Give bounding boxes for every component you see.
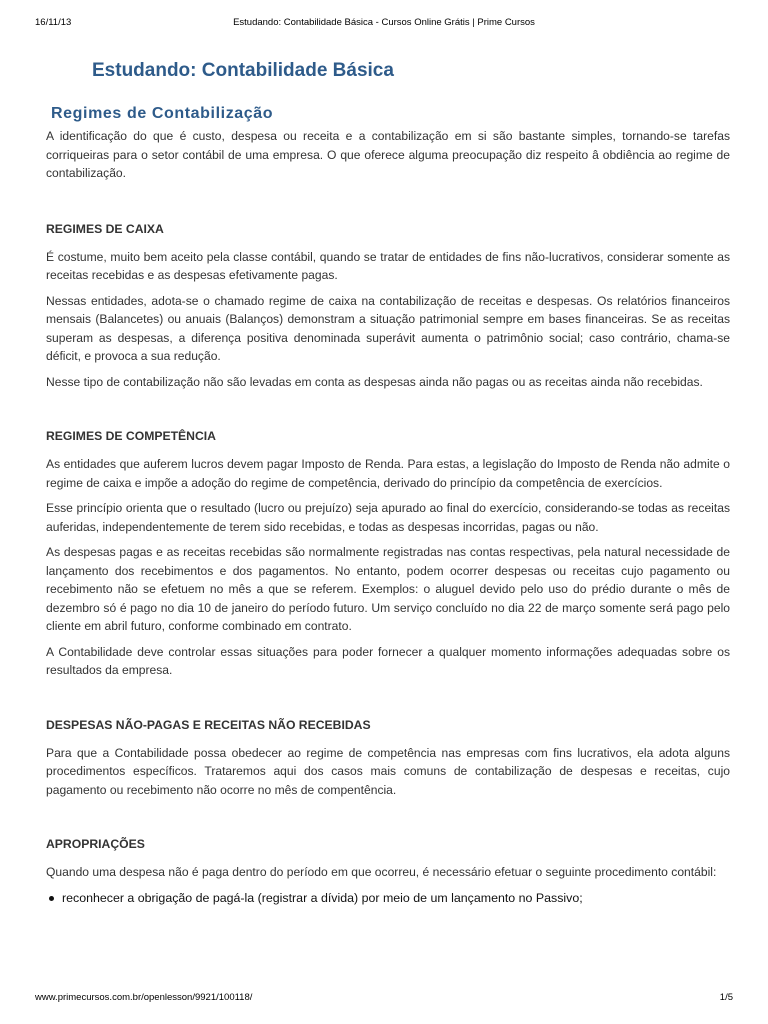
print-date: 16/11/13 <box>35 17 72 28</box>
list-item: reconhecer a obrigação de pagá-la (registrar a dívida) por meio de um lançamento no Passivo; <box>46 889 730 907</box>
print-header <box>35 17 733 31</box>
heading-regimes-de-competencia: REGIMES DE COMPETÊNCIA <box>46 429 216 443</box>
print-footer <box>35 992 733 1006</box>
heading-apropriacoes: APROPRIAÇÕES <box>46 837 145 851</box>
lesson-content <box>46 104 730 907</box>
apropriacoes-bullet-list <box>46 889 730 907</box>
competencia-paragraph-4: A Contabilidade deve controlar essas situações para poder fornecer a qualquer momento informações adequadas sobre os resultados da empresa. <box>46 644 730 677</box>
caixa-paragraph-3: Nesse tipo de contabilização não são levadas em conta as despesas ainda não pagas ou as receitas ainda não recebidas. <box>46 374 703 389</box>
caixa-paragraph-1: É costume, muito bem aceito pela classe contábil, quando se tratar de entidades de fins não-lucrativos, considerar somente as receitas recebidas e as despesas efetivamente pagas. <box>46 249 730 282</box>
competencia-paragraph-3: As despesas pagas e as receitas recebidas são normalmente registradas nas contas respectivas, pela natural necessidade de lançamento dos recebimentos e dos pagamentos. No entanto, podem ocorrer despesas ou receitas cujo pagamento ou recebimento não se efetuem no mês a que se referem. Exemplos: o aluguel devido pelo uso do prédio durante o mês de dezembro só é pago no dia 10 de janeiro do período futuro. Um serviço concluído no dia 22 de março somente será pago pelo cliente em abril futuro, conforme combinado em contrato. <box>46 545 730 633</box>
apropriacoes-paragraph-1: Quando uma despesa não é paga dentro do período em que ocorreu, é necessário efetuar o seguinte procedimento contábil: <box>46 865 717 879</box>
despesas-paragraph-1: Para que a Contabilidade possa obedecer ao regime de competência nas empresas com fins lucrativos, ela adota alguns procedimentos específicos. Trataremos aqui dos casos mais comuns de contabilização de despesas e receitas, cujo pagamento ou recebimento não ocorre no mês de compentência. <box>46 745 730 797</box>
section-title: Regimes de Contabilização <box>51 105 274 122</box>
competencia-paragraph-2: Esse princípio orienta que o resultado (lucro ou prejuízo) seja apurado ao final do exercício, considerando-se todas as receitas auferidas, independentemente de terem sido recebidas, e todas as despesas incorridas, pagas ou não. <box>46 501 730 534</box>
heading-regimes-de-caixa: REGIMES DE CAIXA <box>46 221 164 236</box>
print-url: www.primecursos.com.br/openlesson/9921/100118/ <box>35 992 253 1003</box>
heading-despesas-nao-pagas: DESPESAS NÃO-PAGAS E RECEITAS NÃO RECEBIDAS <box>46 717 371 732</box>
competencia-paragraph-1: As entidades que auferem lucros devem pagar Imposto de Renda. Para estas, a legislação do Imposto de Renda não admite o regime de caixa e impõe a adoção do regime de competência, derivado do princípio da competência de exercícios. <box>46 457 730 490</box>
intro-paragraph: A identificação do que é custo, despesa ou receita e a contabilização em si são bastante simples, tornando-se tarefas corriqueiras para o setor contábil de uma empresa. O que oferece alguma preocupação diz respeito â obdiência ao regime de contabilização. <box>46 129 730 180</box>
page-title: Estudando: Contabilidade Básica <box>92 60 394 81</box>
page-number: 1/5 <box>719 992 733 1003</box>
print-document-title: Estudando: Contabilidade Básica - Cursos Online Grátis | Prime Cursos <box>233 17 535 28</box>
caixa-paragraph-2: Nessas entidades, adota-se o chamado regime de caixa na contabilização de receitas e despesas. Os relatórios financeiros mensais (Balancetes) ou anuais (Balanços) demonstram a situação patrimonial sempre em bases financeiras. Se as receitas superam as despesas, a diferença positiva denominada superávit aumenta o patrimônio social; caso contrário, chama-se déficit, e provoca a sua redução. <box>46 293 730 363</box>
